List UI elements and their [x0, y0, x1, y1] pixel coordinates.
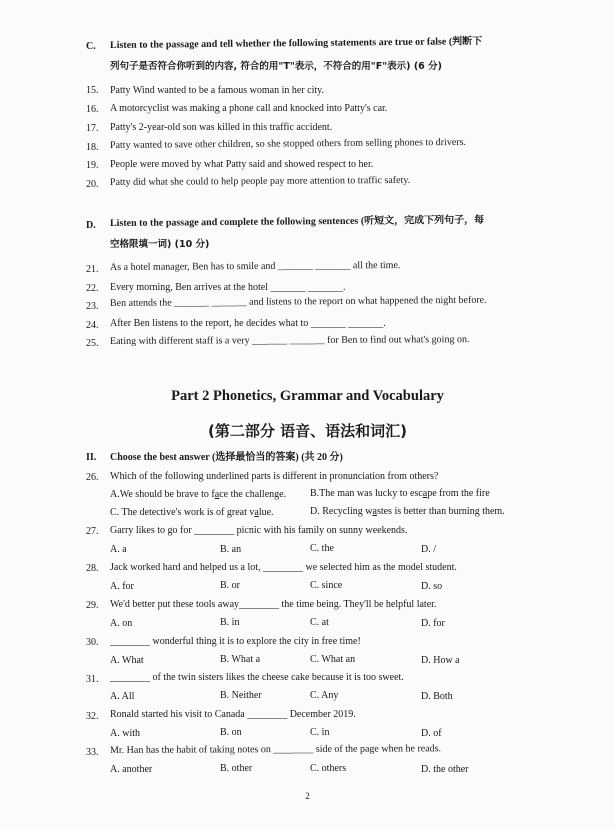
item-number: 15. [86, 85, 99, 96]
sentence-text: Every morning, Ben arrives at the hotel _______ _______. [110, 282, 346, 293]
statement-text: Patty wanted to save other children, so she stopped others from selling phones to drivers. [109, 136, 467, 151]
underlined-letter: a [372, 506, 377, 517]
option-b: B. on [220, 727, 242, 738]
item-number: 18. [86, 142, 99, 153]
option-a: A. All [110, 691, 135, 702]
sentence-text: Eating with different staff is a very _______ _______ for Ben to find out what's going on. [109, 334, 470, 347]
page-number: 2 [305, 791, 310, 801]
underlined-letter: a [254, 507, 259, 518]
question-text: Mr. Han has the habit of taking notes on ________ side of the page when he reads. [109, 743, 442, 756]
question-number: 27. [86, 526, 99, 537]
question-text: Which of the following underlined parts is different in pronunciation from others? [110, 471, 439, 482]
statement-text: Patty's 2-year-old son was killed in this traffic accident. [110, 122, 333, 133]
item-number: 20. [86, 179, 99, 190]
option-b [310, 488, 490, 500]
option-text: C. The detective's work is of great v [110, 507, 255, 518]
statement-text: Patty did what she could to help people pay more attention to traffic safety. [109, 174, 411, 188]
statement-text: People were moved by what Patty said and showed respect to her. [110, 159, 374, 170]
part-subtitle: (第二部分 语音、语法和词汇) [208, 422, 407, 440]
option-text: stes is better than burning them. [376, 506, 505, 517]
option-text: lue. [258, 507, 274, 518]
question-text: ________ wonderful thing it is to explore the city in free time! [110, 636, 361, 647]
section-c-label: C. [86, 41, 96, 52]
option-a: A. another [110, 764, 153, 775]
option-d: D. for [421, 618, 445, 629]
option-c: C. Any [310, 690, 339, 701]
option-c: C. in [310, 727, 330, 738]
statement-text: A motorcyclist was making a phone call and knocked into Patty's car. [110, 103, 388, 114]
option-b: B. Neither [220, 690, 262, 701]
item-number: 23. [86, 301, 99, 312]
item-number: 21. [86, 264, 99, 275]
item-number: 25. [86, 338, 99, 349]
underlined-letter: a [422, 488, 428, 499]
section-ii-label: II. [86, 452, 97, 463]
sentence-text: As a hotel manager, Ben has to smile and _______ _______ all the time. [109, 259, 401, 273]
option-c: C. others [310, 763, 347, 774]
option-b: B. What a [220, 654, 261, 665]
question-number: 32. [86, 711, 99, 722]
underlined-letter: a [214, 489, 220, 500]
section-d-instruction-cont: 空格限填一词) (10 分) [110, 239, 210, 250]
item-number: 16. [86, 104, 99, 115]
question-number: 33. [86, 747, 99, 758]
question-text: Garry likes to go for ________ picnic with his family on sunny weekends. [110, 525, 408, 536]
option-d: D. the other [421, 764, 469, 775]
question-number: 28. [86, 563, 99, 574]
sentence-text: Ben attends the _______ _______ and listens to the report on what happened the night before. [109, 294, 487, 309]
option-b: B. or [220, 580, 240, 591]
option-text: A.We should be brave to f [110, 489, 215, 500]
option-d: D. so [421, 581, 443, 592]
option-d: D. of [421, 728, 442, 739]
option-d: D. / [421, 544, 436, 555]
section-c-instruction: Listen to the passage and tell whether the following statements are true or false (判断下 [109, 36, 483, 51]
item-number: 22. [86, 283, 99, 294]
option-d: D. How a [421, 655, 460, 666]
option-a: A. for [110, 581, 134, 592]
option-text: D. Recycling w [310, 506, 373, 517]
question-text: Jack worked hard and helped us a lot, ________ we selected him as the model student. [110, 562, 457, 573]
section-d-instruction: Listen to the passage and complete the following sentences (听短文，完成下列句子，每 [109, 214, 485, 229]
option-c [110, 507, 274, 519]
question-number: 26. [86, 472, 99, 483]
option-c: C. the [310, 543, 334, 554]
section-ii-instruction: Choose the best answer (选择最恰当的答案) (共 20 分) [110, 452, 343, 463]
sentence-text: After Ben listens to the report, he decides what to _______ _______. [110, 318, 386, 329]
item-number: 24. [86, 320, 99, 331]
option-c: C. at [310, 617, 329, 628]
question-number: 29. [86, 600, 99, 611]
statement-text: Patty Wind wanted to be a famous woman in her city. [110, 85, 324, 96]
option-c: C. What an [310, 654, 356, 665]
option-text: B.The man was lucky to esc [310, 488, 423, 499]
option-c: C. since [310, 580, 343, 591]
option-a [110, 489, 286, 501]
option-b: B. other [220, 763, 253, 774]
option-a: A. with [110, 728, 140, 739]
option-text: pe from the fire [427, 488, 490, 499]
question-text: We'd better put these tools away________ the time being. They'll be helpful later. [110, 599, 437, 610]
section-d-label: D. [86, 220, 96, 231]
item-number: 19. [86, 160, 99, 171]
question-text: Ronald started his visit to Canada ________ December 2019. [110, 709, 356, 720]
option-d: D. Both [421, 691, 453, 702]
option-b: B. in [220, 617, 240, 628]
option-text: ce the challenge. [219, 489, 287, 500]
option-b: B. an [220, 544, 242, 555]
option-a: A. on [110, 618, 133, 629]
item-number: 17. [86, 123, 99, 134]
section-c-instruction-cont: 列句子是否符合你听到的内容, 符合的用"T"表示，不符合的用"F"表示) (6 分) [110, 61, 442, 72]
question-number: 30. [86, 637, 99, 648]
question-number: 31. [86, 674, 99, 685]
option-d [310, 506, 505, 518]
option-a: A. a [110, 544, 127, 555]
option-a: A. What [110, 655, 144, 666]
question-text: ________ of the twin sisters likes the cheese cake because it is too sweet. [110, 672, 404, 683]
part-title: Part 2 Phonetics, Grammar and Vocabulary [171, 388, 444, 404]
